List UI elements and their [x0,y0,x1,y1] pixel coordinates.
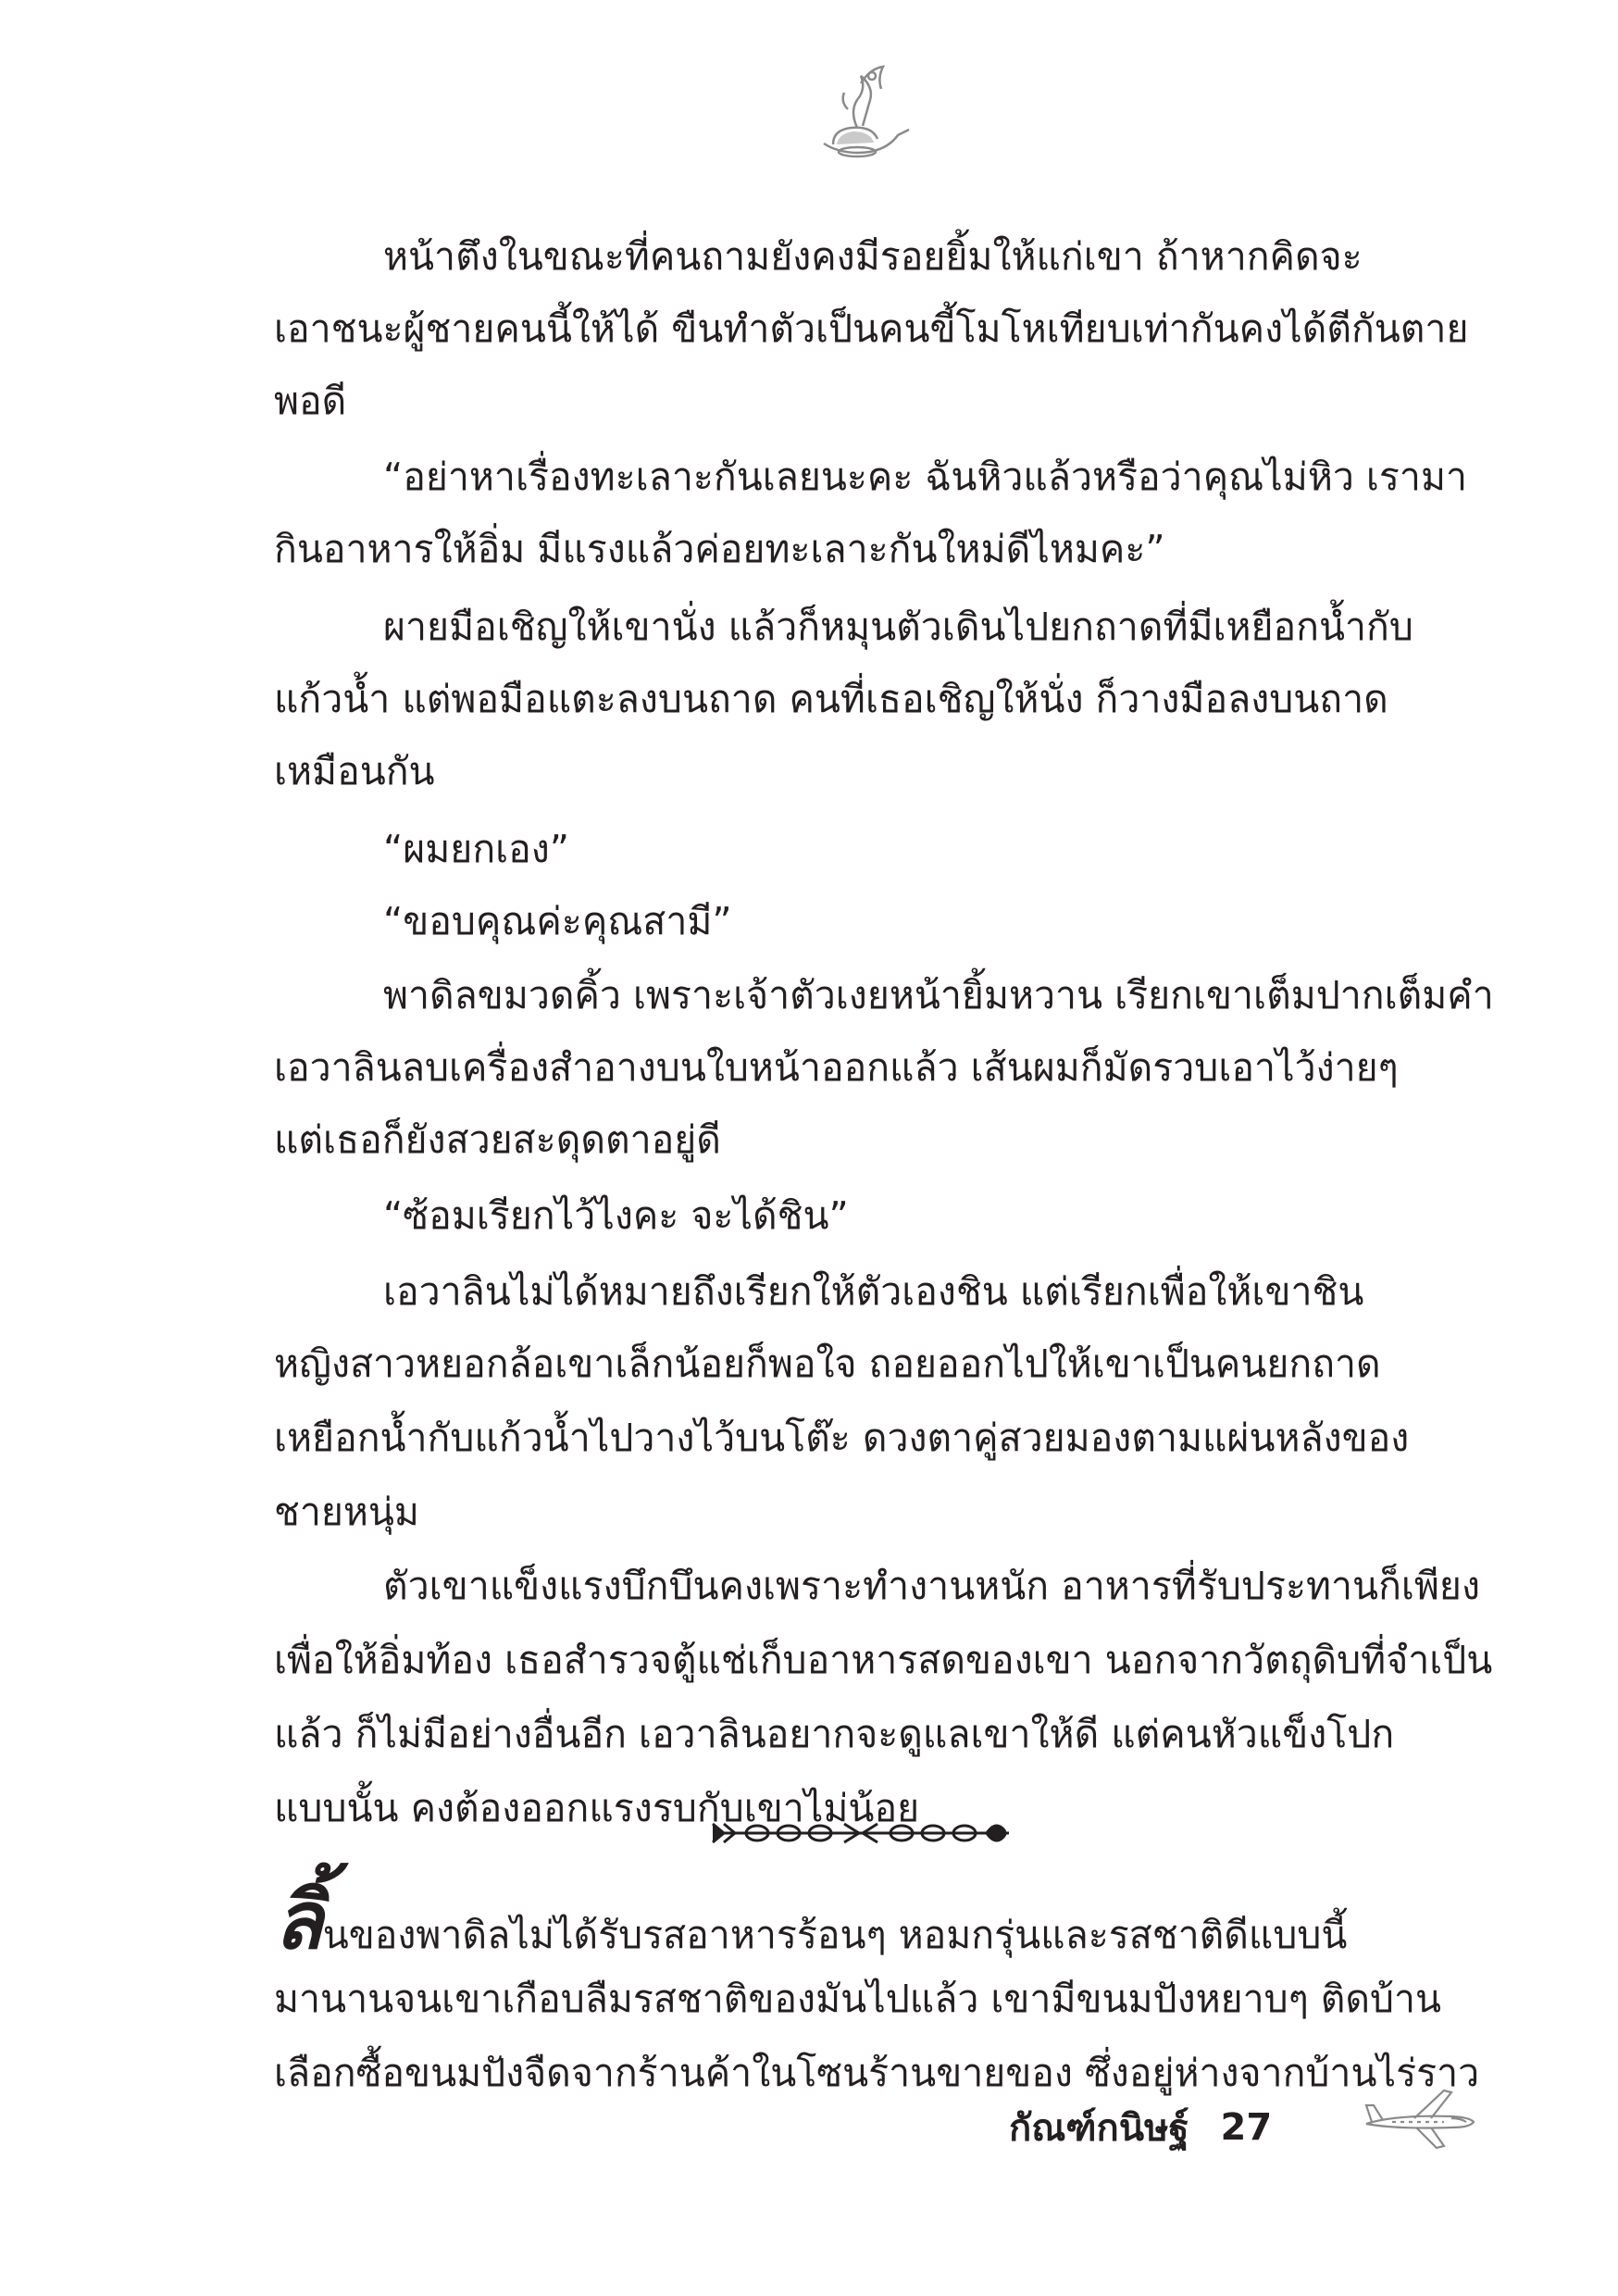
paragraph-line: เพื่อให้อิ่มท้อง เธอสำรวจตู้แช่เก็บอาหารสดของเขา นอกจากวัตถุดิบที่จำเป็น [274,1638,1493,1682]
paragraph-line: หน้าตึงในขณะที่คนถามยังคงมีรอยยิ้มให้แก่เขา ถ้าหากคิดจะ [383,234,1363,279]
first-line-with-dropcap [274,1875,1348,1971]
paragraph-line: “อย่าหาเรื่องทะเลาะกันเลยนะคะ ฉันหิวแล้วหรือว่าคุณไม่หิว เรามา [383,455,1468,499]
paragraph-line: เอวาลินลบเครื่องสำอางบนใบหน้าออกแล้ว เส้นผมก็มัดรวบเอาไว้ง่ายๆ [274,1045,1399,1090]
paragraph-line: หญิงสาวหยอกล้อเขาเล็กน้อยก็พอใจ ถอยออกไปให้เขาเป็นคนยกถาด [274,1341,1381,1386]
paragraph-line: พาดิลขมวดคิ้ว เพราะเจ้าตัวเงยหน้ายิ้มหวาน เรียกเขาเต็มปากเต็มคำ [383,973,1494,1017]
page-number: 27 [1220,2106,1273,2149]
paragraph-line: เหยือกน้ำกับแก้วน้ำไปวางไว้บนโต๊ะ ดวงตาคู่สวยมองตามแผ่นหลังของ [274,1416,1410,1460]
page-footer [1009,2100,1272,2155]
airplane-icon [1359,2083,1479,2157]
paragraph-line: กินอาหารให้อิ่ม มีแรงแล้วค่อยทะเลาะกันใหม่ดีไหมคะ” [274,527,1165,571]
drop-cap: ลิ้ [274,1875,323,1967]
paragraph-line: พอดี [274,379,347,423]
paragraph-line: แบบนั้น คงต้องออกแรงรบกับเขาไม่น้อย [274,1786,920,1830]
paragraph-line: ตัวเขาแข็งแรงบึกบึนคงเพราะทำงานหนัก อาหารที่รับประทานก็เพียง [383,1564,1480,1608]
first-line-rest: นของพาดิลไม่ได้รับรสอาหารร้อนๆ หอมกรุ่นและรสชาติดีแบบนี้ [322,1913,1348,1957]
genie-lamp-icon [805,56,916,167]
paragraph-line: เอาชนะผู้ชายคนนี้ให้ได้ ขืนทำตัวเป็นคนขี้โมโหเทียบเท่ากันคงได้ตีกันตาย [274,306,1469,351]
paragraph-line: “ขอบคุณค่ะคุณสามี” [383,899,732,943]
paragraph-line: แล้ว ก็ไม่มีอย่างอื่นอีก เอวาลินอยากจะดูแลเขาให้ดี แต่คนหัวแข็งโปก [274,1712,1395,1756]
paragraph-line: ชายหนุ่ม [274,1490,419,1534]
paragraph-line: เลือกซื้อขนมปังจืดจากร้านค้าในโซนร้านขายของ ซึ่งอยู่ห่างจากบ้านไร่ราว [274,2051,1480,2095]
paragraph-line: มานานจนเขาเกือบลืมรสชาติของมันไปแล้ว เขามีขนมปังหยาบๆ ติดบ้าน [274,1977,1442,2021]
paragraph-line: “ซ้อมเรียกไว้ไงคะ จะได้ชิน” [383,1193,849,1238]
paragraph-line: “ผมยกเอง” [383,827,570,871]
paragraph-line: ผายมือเชิญให้เขานั่ง แล้วก็หมุนตัวเดินไปยกถาดที่มีเหยือกน้ำกับ [383,605,1413,649]
paragraph-line: เอวาลินไม่ได้หมายถึงเรียกให้ตัวเองชิน แต่เรียกเพื่อให้เขาชิน [383,1269,1364,1314]
arrow-ornament-divider [703,1813,1018,1853]
paragraph-line: แต่เธอก็ยังสวยสะดุดตาอยู่ดี [274,1117,721,1162]
book-title: กัณฑ์กนิษฐ์ [1009,2107,1189,2150]
paragraph-line: เหมือนกัน [274,749,435,793]
paragraph-line: แก้วน้ำ แต่พอมือแตะลงบนถาด คนที่เธอเชิญให้นั่ง ก็วางมือลงบนถาด [274,677,1388,721]
